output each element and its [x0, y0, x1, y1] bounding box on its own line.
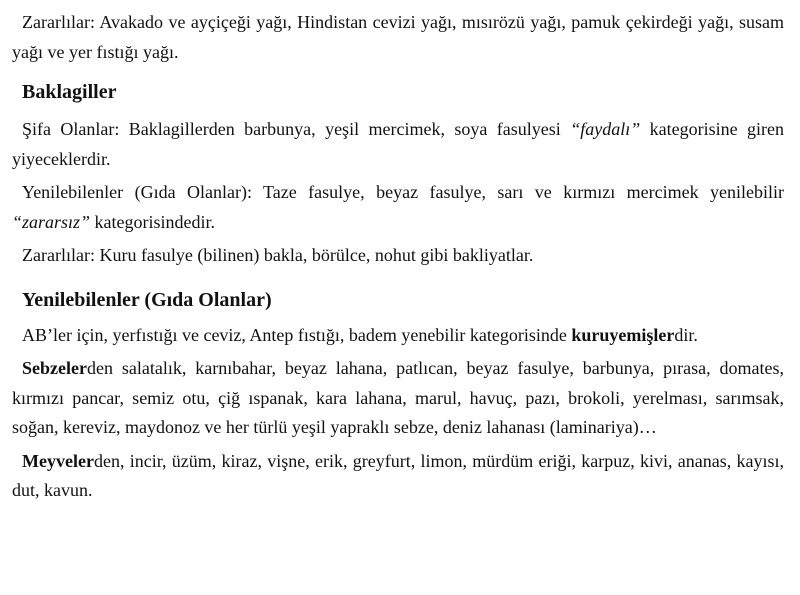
legumes-edible-text-end: kategorisindedir.	[90, 211, 216, 232]
oils-harmful-label: Zararlılar:	[22, 12, 95, 32]
oils-harmful-text: Avakado ve ayçiçeği yağı, Hindistan cevizi yağı, mısırözü yağı, pamuk çekirdeği yağı, susam yağı ve yer fıstığı yağı.	[12, 12, 784, 62]
legumes-healing-text-end: kategorisine giren yiyeceklerdir.	[12, 119, 784, 169]
nuts-text-end: dir.	[674, 324, 698, 345]
legumes-edible-paragraph	[12, 178, 784, 237]
vegetables-bold: Sebzeler	[22, 358, 87, 378]
vegetables-text: den salatalık, karnıbahar, beyaz lahana, patlıcan, beyaz fasulye, barbunya, pırasa, domates, kırmızı pancar, semiz otu, çiğ ıspanak, kara lahana, marul, havuç, pazı, brokoli, yerelması, sarımsak, soğan, kereviz, maydonoz ve her türlü yeşil yapraklı sebze, deniz lahanası (laminariya)…	[12, 358, 784, 437]
fruits-text: den, incir, üzüm, kiraz, vişne, erik, greyfurt, limon, mürdüm eriği, karpuz, kivi, ananas, kayısı, dut, kavun.	[12, 450, 784, 500]
legumes-healing-text: Şifa Olanlar: Baklagillerden barbunya, yeşil mercimek, soya fasulyesi	[22, 119, 571, 139]
legumes-healing-paragraph	[12, 115, 784, 174]
nuts-bold: kuruyemişler	[571, 324, 675, 345]
oils-harmful-paragraph	[12, 8, 784, 67]
legumes-heading: Baklagiller	[22, 81, 117, 103]
legumes-harmful-paragraph: Zararlılar: Kuru fasulye (bilinen) bakla, börülce, nohut gibi bakliyatlar.	[22, 245, 534, 265]
legumes-edible-italic: “zararsız”	[12, 211, 91, 232]
nuts-text: AB’ler için, yerfıstığı ve ceviz, Antep fıstığı, badem yenebilir kategorisinde	[22, 324, 572, 345]
legumes-healing-italic: “faydalı”	[570, 119, 641, 139]
nuts-paragraph	[12, 321, 784, 351]
fruits-paragraph	[12, 447, 784, 506]
fruits-bold: Meyveler	[22, 450, 94, 471]
edible-section-heading: Yenilebilenler (Gıda Olanlar)	[22, 288, 272, 311]
vegetables-paragraph	[12, 354, 784, 443]
legumes-edible-text: Yenilebilenler (Gıda Olanlar): Taze fasulye, beyaz fasulye, sarı ve kırmızı mercimek yenilebilir	[22, 182, 784, 202]
